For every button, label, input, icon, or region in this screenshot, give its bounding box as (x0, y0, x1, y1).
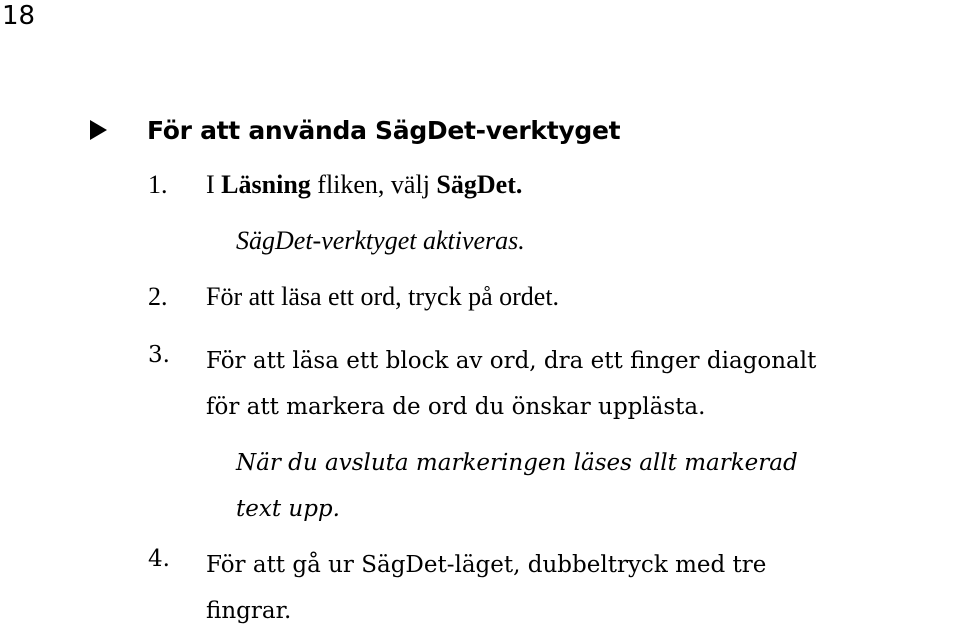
step-2-text: För att läsa ett ord, tryck på ordet. (206, 282, 560, 311)
step-1-part: fliken, välj (310, 170, 437, 199)
step-3-text (206, 338, 946, 430)
step-1-text (206, 168, 522, 202)
page-number: 18 (2, 1, 36, 31)
step-3-note (236, 440, 798, 532)
step-1-tab-name: Läsning (221, 170, 311, 199)
step-3-note-line: text upp. (236, 496, 340, 522)
step-1-part: I (206, 170, 222, 199)
step-1-number: 1. (148, 170, 168, 199)
bullet-triangle-icon (90, 120, 107, 140)
step-4-line: För att gå ur SägDet-läget, dubbeltryck med tre (206, 552, 767, 578)
heading-text: För att använda SägDet-verktyget (147, 115, 621, 145)
step-3-note-line: När du avsluta markeringen läses allt markerad (236, 450, 798, 476)
step-2-number: 2. (148, 282, 168, 311)
step-3-line: För att läsa ett block av ord, dra ett finger diagonalt (206, 348, 817, 374)
section-heading (90, 112, 620, 148)
step-1-part: . (515, 170, 523, 199)
step-4-line: fingrar. (206, 598, 292, 624)
step-1-note: SägDet-verktyget aktiveras. (236, 226, 525, 255)
step-1-tool-name: SägDet (436, 170, 516, 199)
step-4-text (206, 542, 766, 634)
step-3-line: för att markera de ord du önskar upplästa. (206, 394, 706, 420)
step-4-number: 4. (148, 546, 170, 572)
step-3-number: 3. (148, 342, 170, 368)
